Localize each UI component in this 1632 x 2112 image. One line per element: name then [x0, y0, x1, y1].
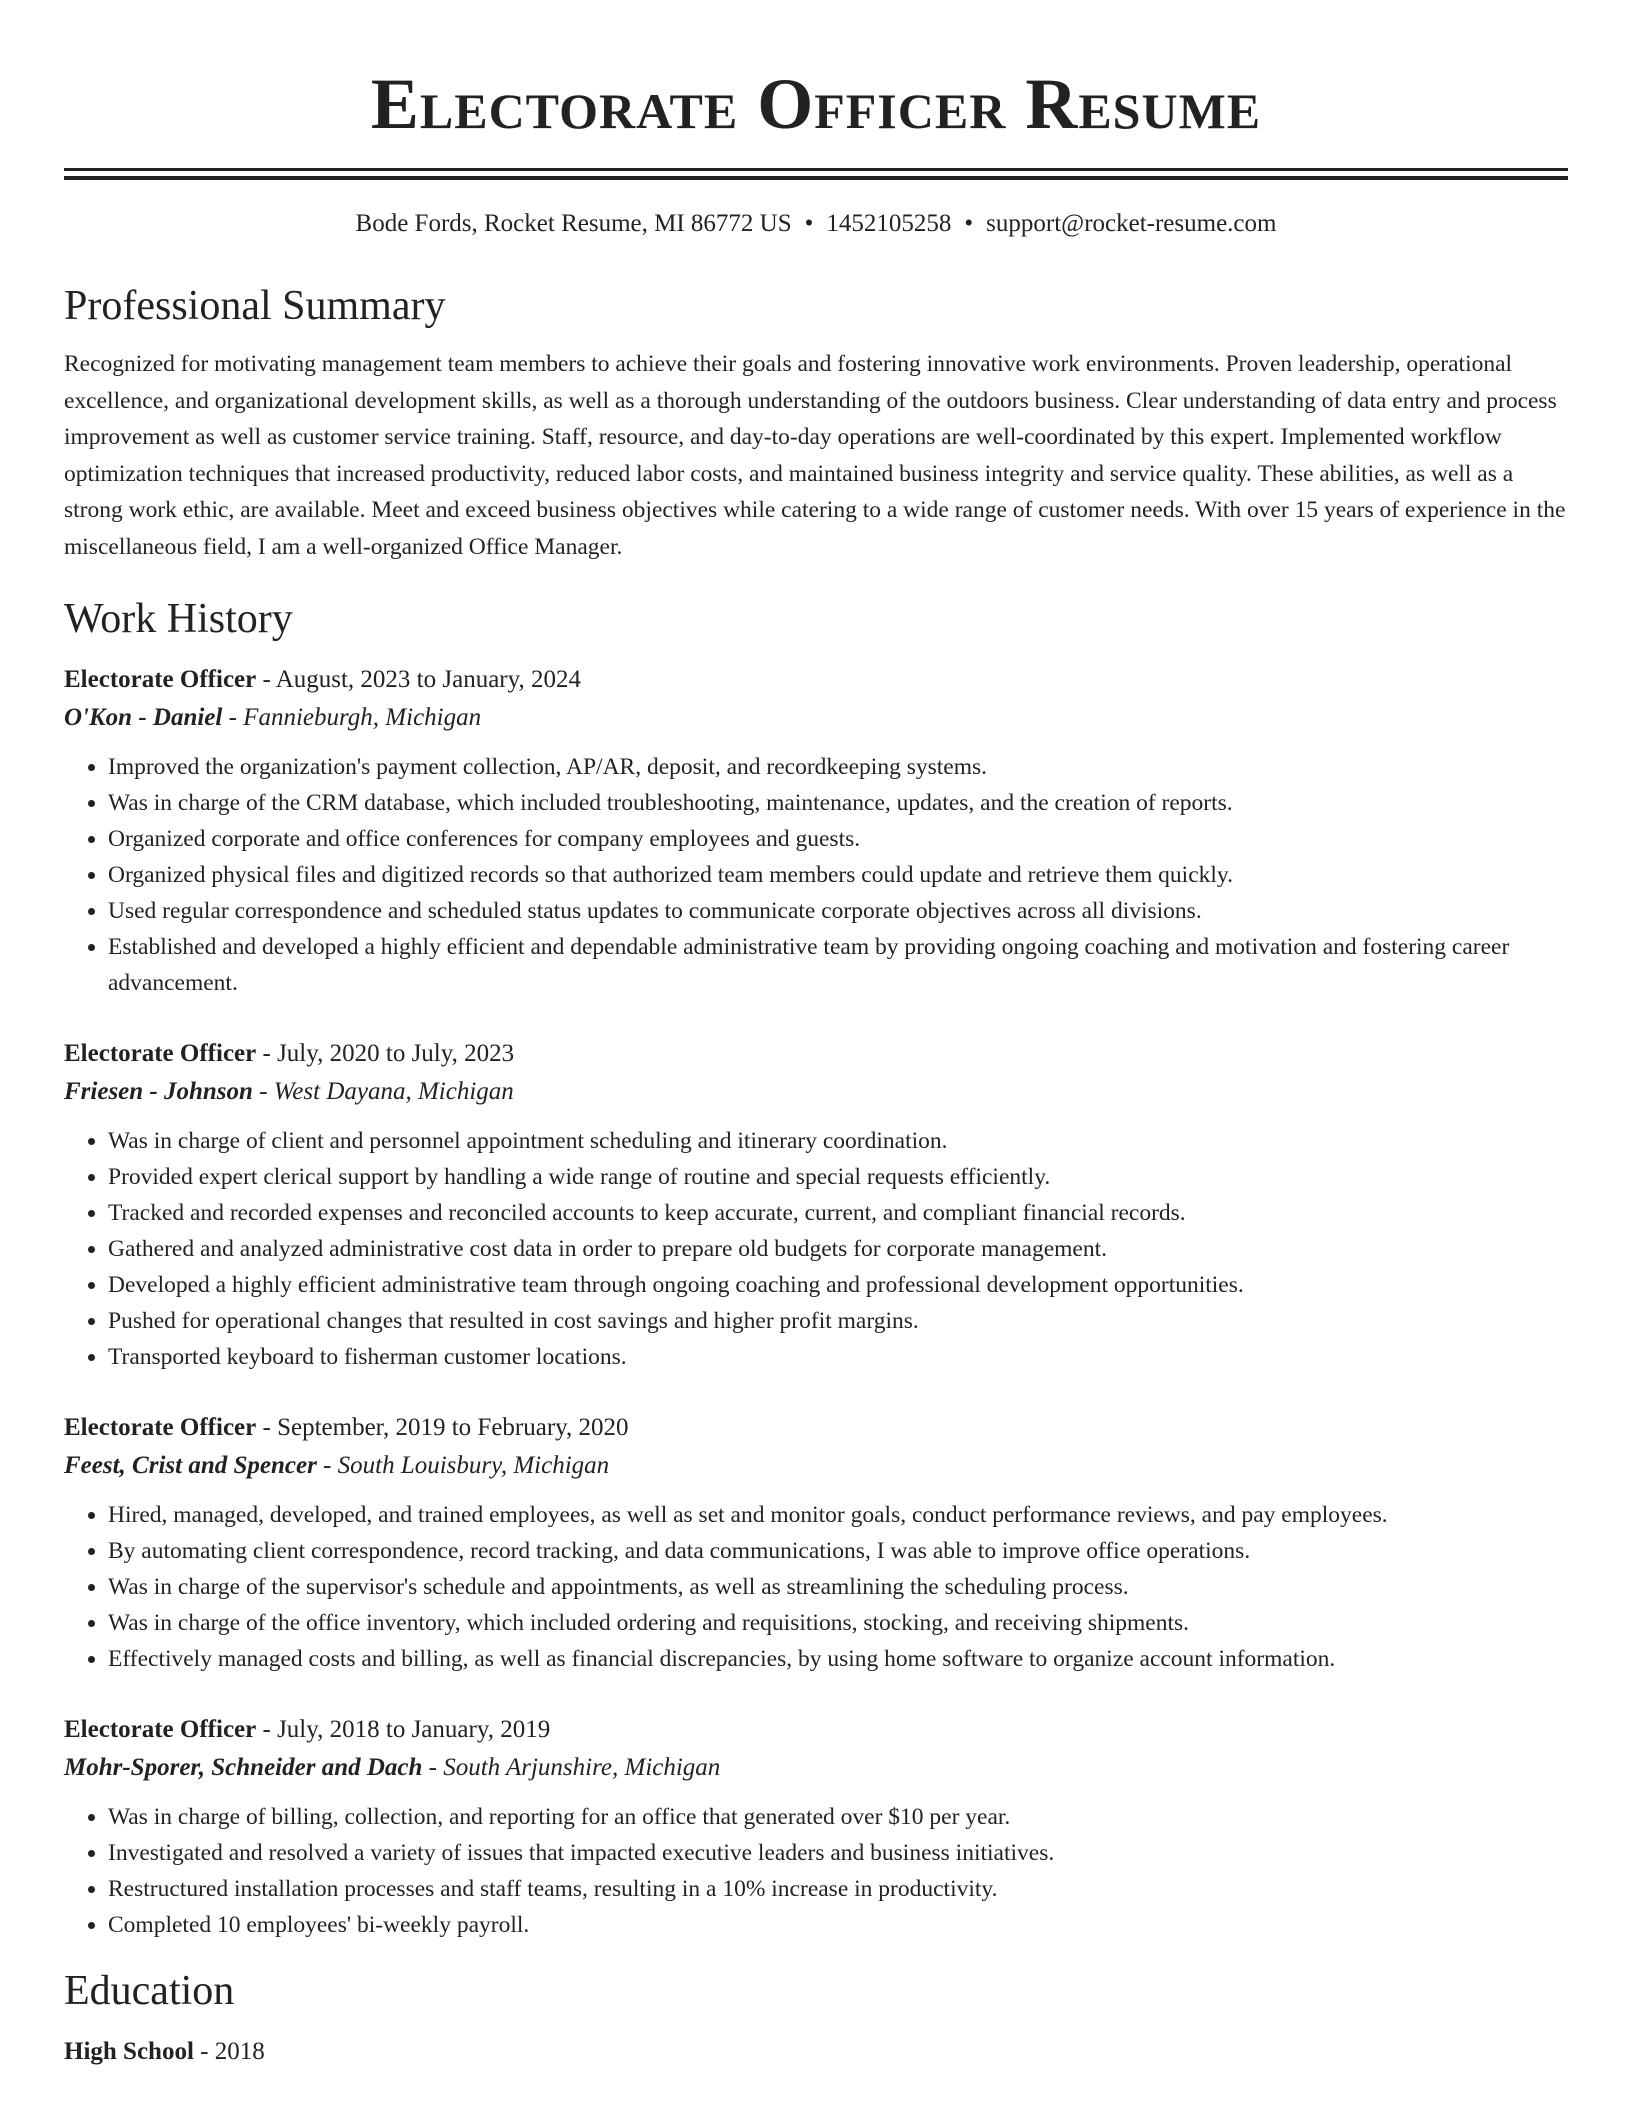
- work-history-heading: Work History: [64, 596, 293, 642]
- employer-name: O'Kon - Daniel: [64, 704, 223, 731]
- job-bullet: • Pushed for operational changes that resulted in cost savings and higher profit margins.: [108, 1303, 1568, 1339]
- job-bullets: [64, 1497, 1568, 1677]
- job-title-line: [64, 1035, 1568, 1073]
- contact-separator: •: [804, 210, 814, 237]
- job-bullet: • By automating client correspondence, record tracking, and data communications, I was able to improve office operations.: [108, 1533, 1568, 1569]
- summary-heading: Professional Summary: [64, 283, 446, 329]
- employer-name: Mohr-Sporer, Schneider and Dach: [64, 1754, 423, 1781]
- job-bullets: [64, 1799, 1568, 1943]
- job-bullets: [64, 749, 1568, 1001]
- resume-page: [64, 0, 1568, 2071]
- employer-line: [64, 1749, 1568, 1787]
- employer-line: [64, 1073, 1568, 1111]
- job-bullet: • Completed 10 employees' bi-weekly payroll.: [108, 1907, 1568, 1943]
- job-bullet: • Was in charge of the office inventory, which included ordering and requisitions, stocking, and receiving shipments.: [108, 1605, 1568, 1641]
- job-dates: - July, 2018 to January, 2019: [256, 1716, 551, 1743]
- job-dates: - July, 2020 to July, 2023: [256, 1040, 515, 1067]
- job-bullet: • Was in charge of billing, collection, and reporting for an office that generated over $10 per year.: [108, 1799, 1568, 1835]
- job-bullet: • Was in charge of the supervisor's schedule and appointments, as well as streamlining the scheduling process.: [108, 1569, 1568, 1605]
- job-bullets: [64, 1123, 1568, 1375]
- employer-name: Feest, Crist and Spencer: [64, 1452, 317, 1479]
- education-year: - 2018: [193, 2038, 265, 2065]
- contact-address: Bode Fords, Rocket Resume, MI 86772 US: [355, 210, 792, 237]
- job-bullet: • Was in charge of client and personnel appointment scheduling and itinerary coordination.: [108, 1123, 1568, 1159]
- job-bullet: • Gathered and analyzed administrative cost data in order to prepare old budgets for corporate management.: [108, 1231, 1568, 1267]
- job-title-line: [64, 1409, 1568, 1447]
- job-dates: - August, 2023 to January, 2024: [256, 666, 581, 693]
- employer-location: - South Louisbury, Michigan: [316, 1452, 610, 1479]
- education-degree: High School: [64, 2038, 194, 2065]
- job-bullet: • Improved the organization's payment collection, AP/AR, deposit, and recordkeeping systems.: [108, 749, 1568, 785]
- job-entry: [64, 661, 1568, 1001]
- education-heading: Education: [64, 1968, 235, 2014]
- employer-location: - South Arjunshire, Michigan: [422, 1754, 721, 1781]
- job-bullet: • Hired, managed, developed, and trained employees, as well as set and monitor goals, conduct performance reviews, and pay employees.: [108, 1497, 1568, 1533]
- job-bullet: • Effectively managed costs and billing, as well as financial discrepancies, by using home software to organize account information.: [108, 1641, 1568, 1677]
- job-bullet: • Used regular correspondence and scheduled status updates to communicate corporate objectives across all divisions.: [108, 893, 1568, 929]
- employer-line: [64, 1447, 1568, 1485]
- contact-phone: 1452105258: [826, 210, 952, 237]
- job-entry: [64, 1035, 1568, 1375]
- job-bullet: • Provided expert clerical support by handling a wide range of routine and special requests efficiently.: [108, 1159, 1568, 1195]
- employer-name: Friesen - Johnson: [64, 1078, 253, 1105]
- job-dates: - September, 2019 to February, 2020: [256, 1414, 629, 1441]
- job-bullet: • Organized corporate and office conferences for company employees and guests.: [108, 821, 1568, 857]
- job-bullet: • Organized physical files and digitized records so that authorized team members could update and retrieve them quickly.: [108, 857, 1568, 893]
- job-title-line: [64, 1711, 1568, 1749]
- job-bullet: • Was in charge of the CRM database, which included troubleshooting, maintenance, updates, and the creation of reports.: [108, 785, 1568, 821]
- education-entry: [64, 2033, 1568, 2071]
- employer-line: [64, 699, 1568, 737]
- contact-separator: •: [964, 210, 974, 237]
- job-title: Electorate Officer: [64, 1414, 257, 1441]
- job-title: Electorate Officer: [64, 1040, 257, 1067]
- job-entry: [64, 1711, 1568, 1943]
- employer-location: - Fannieburgh, Michigan: [222, 704, 482, 731]
- job-title-line: [64, 661, 1568, 699]
- job-bullet: • Tracked and recorded expenses and reconciled accounts to keep accurate, current, and compliant financial records.: [108, 1195, 1568, 1231]
- contact-line: [64, 208, 1568, 240]
- page-title: Electorate Officer Resume: [370, 64, 1262, 144]
- job-bullet: • Investigated and resolved a variety of issues that impacted executive leaders and business initiatives.: [108, 1835, 1568, 1871]
- title-divider: [64, 168, 1568, 180]
- contact-email: support@rocket-resume.com: [986, 210, 1277, 237]
- job-bullet: • Restructured installation processes and staff teams, resulting in a 10% increase in productivity.: [108, 1871, 1568, 1907]
- employer-location: - West Dayana, Michigan: [252, 1078, 514, 1105]
- job-title: Electorate Officer: [64, 1716, 257, 1743]
- job-title: Electorate Officer: [64, 666, 257, 693]
- job-entry: [64, 1409, 1568, 1677]
- job-bullet: • Transported keyboard to fisherman customer locations.: [108, 1339, 1568, 1375]
- job-bullet: • Developed a highly efficient administrative team through ongoing coaching and professional development opportunities.: [108, 1267, 1568, 1303]
- job-bullet: • Established and developed a highly efficient and dependable administrative team by providing ongoing coaching and motivation and fostering career advancement.: [108, 929, 1568, 1001]
- summary-text: Recognized for motivating management team members to achieve their goals and fostering innovative work environments. Proven leadership, operational excellence, and organizational development skills, as well as a thorough understanding of the outdoors business. Clear understanding of data entry and process improvement as well as customer service training. Staff, resource, and day-to-day operations are well-coordinated by this expert. Implemented workflow optimization techniques that increased productivity, reduced labor costs, and maintained business integrity and service quality. These abilities, as well as a strong work ethic, are available. Meet and exceed business objectives while catering to a wide range of customer needs. With over 15 years of experience in the miscellaneous field, I am a well-organized Office Manager.: [64, 351, 1566, 560]
